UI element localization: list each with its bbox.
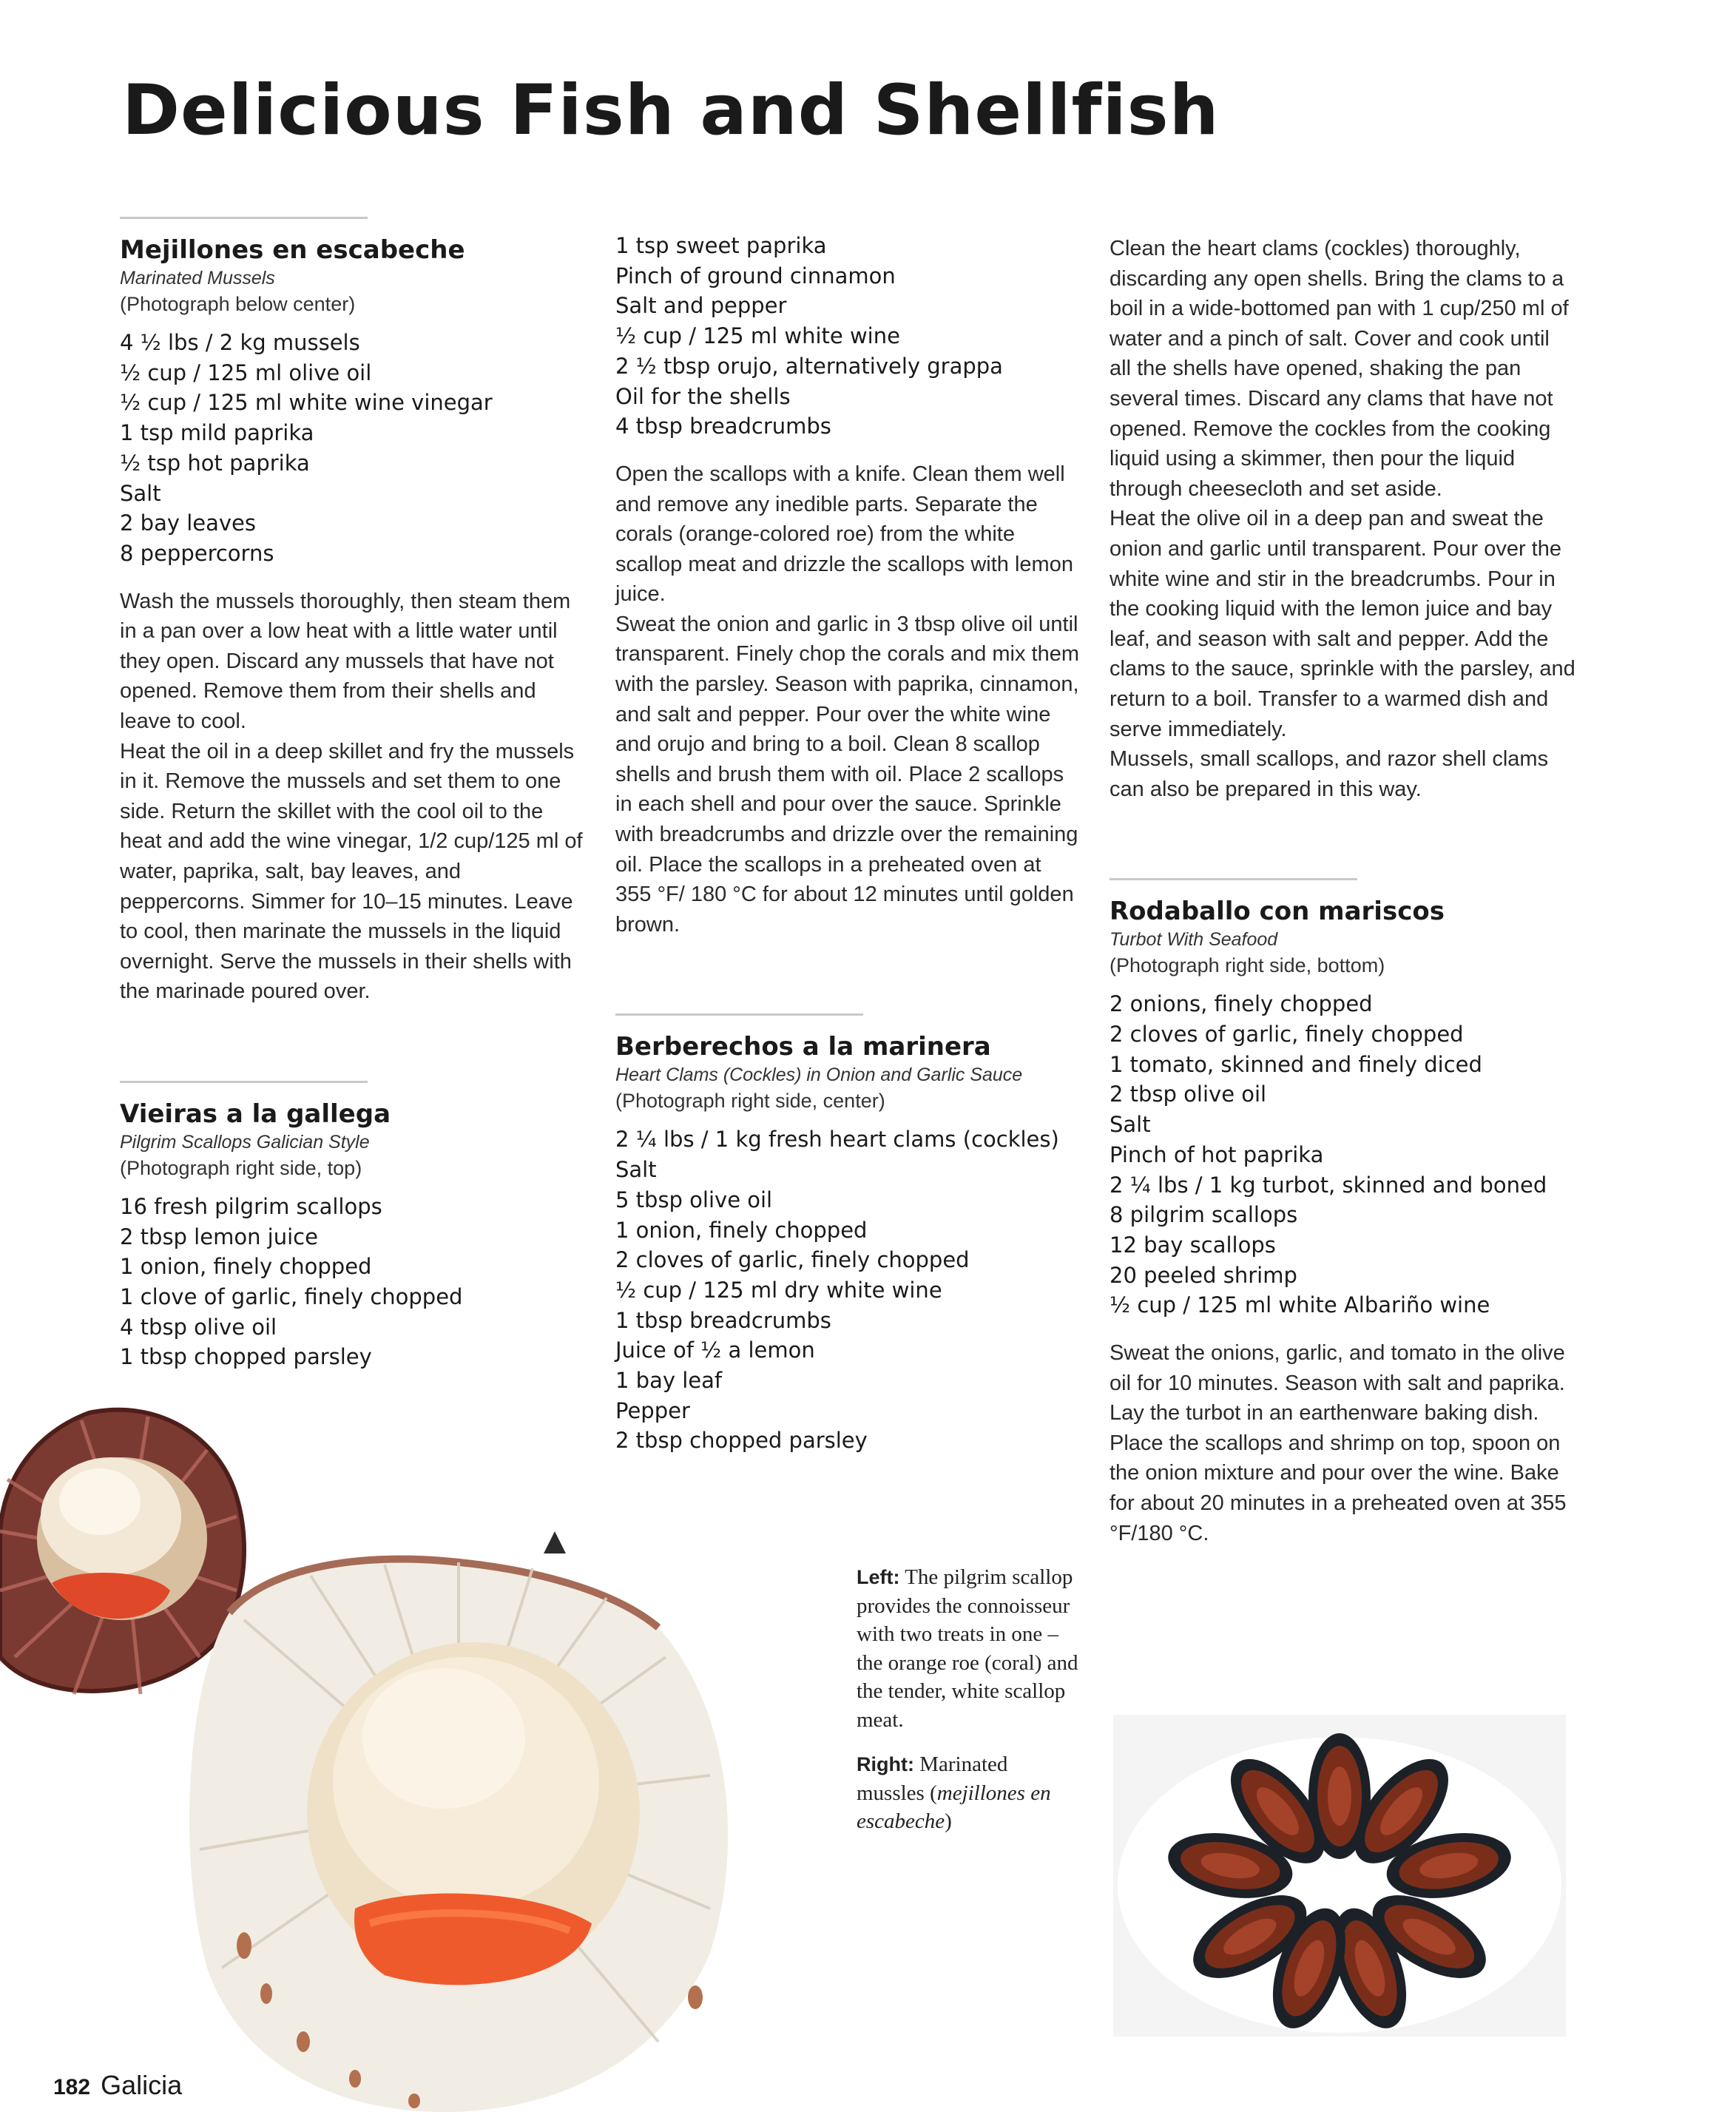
- ingredient: 12 bay scallops: [1110, 1232, 1276, 1258]
- method-paragraph: Wash the mussels thoroughly, then steam them in a pan over a low heat with a little water until they open. Discard any mussels that have not opened. Remove them from their shells and leave to cool.: [120, 589, 571, 733]
- caption-text: The pilgrim scallop provides the connoisseur with two treats in one – the orange roe (coral) and the tender, white scallop meat.: [857, 1565, 1078, 1732]
- caption-italic: mejillones en escabeche: [857, 1781, 1051, 1833]
- recipe-subtitle: Heart Clams (Cockles) in Onion and Garlic Sauce: [615, 1065, 1023, 1086]
- page-title: Delicious Fish and Shellfish: [122, 70, 1220, 151]
- ingredient: ½ cup / 125 ml olive oil: [120, 360, 372, 385]
- ingredient-list: [120, 1192, 586, 1372]
- ingredient: 1 tomato, skinned and finely diced: [1110, 1051, 1482, 1077]
- ingredient: Salt: [615, 1157, 657, 1183]
- ingredient-list: [1110, 989, 1575, 1320]
- method-paragraph: Heat the oil in a deep skillet and fry the mussels in it. Remove the mussels and set them to one side. Return the skillet with the cool oil to the heat and add the wine vinegar, 1/2 cup/125 ml of water, paprika, salt, bay leaves, and peppercorns. Simmer for 10–15 minutes. Leave to cool, then marinate the mussels in the liquid overnight. Serve the mussels in their shells with the marinade poured over.: [120, 739, 583, 1004]
- caption-text: ): [945, 1809, 952, 1833]
- section-divider: [120, 217, 368, 219]
- page-number: 182: [53, 2075, 91, 2099]
- caption-label: Left:: [857, 1566, 900, 1588]
- ingredient: 2 ¼ lbs / 1 kg turbot, skinned and boned: [1110, 1172, 1547, 1198]
- ingredient: 20 peeled shrimp: [1110, 1262, 1297, 1288]
- method-paragraph: Mussels, small scallops, and razor shell clams can also be prepared in this way.: [1110, 747, 1549, 801]
- ingredient: 8 peppercorns: [120, 540, 274, 566]
- ingredient: 1 bay leaf: [615, 1368, 723, 1394]
- ingredient: 2 onions, finely chopped: [1110, 991, 1373, 1017]
- method-paragraph: Heat the olive oil in a deep pan and sweat the onion and garlic until transparent. Pour over the white wine and stir in the breadcrumbs. Pour in the cooking liquid with the lemon juice and bay leaf, and season with salt and pepper. Add the clams to the sauce, sprinkle with the parsley, and return to a boil. Transfer to a warmed dish and serve immediately.: [1110, 507, 1575, 741]
- column-middle: [615, 231, 1081, 1474]
- method-paragraph: Sweat the onion and garlic in 3 tbsp olive oil until transparent. Finely chop the corals and mix them with the parsley. Season with paprika, cinnamon, and salt and pepper. Pour over the white wine and orujo and bring to a boil. Clean 8 scallop shells and brush them with oil. Place 2 scallops in each shell and pour over the sauce. Sprinkle with breadcrumbs and drizzle over the remaining oil. Place the scallops in a preheated oven at 355 °F/ 180 °C for about 12 minutes until golden brown.: [615, 612, 1080, 937]
- ingredient: 2 ½ tbsp orujo, alternatively grappa: [615, 353, 1003, 379]
- ingredient: 1 tsp sweet paprika: [615, 233, 827, 258]
- method-text: [1110, 1338, 1575, 1548]
- recipe-title: Mejillones en escabeche: [120, 235, 465, 265]
- ingredient: ½ cup / 125 ml white wine vinegar: [120, 390, 493, 416]
- recipe-title: Rodaballo con mariscos: [1110, 897, 1445, 927]
- ingredient: 4 tbsp olive oil: [120, 1314, 277, 1340]
- recipe-subtitle: Marinated Mussels: [120, 268, 275, 289]
- ingredient-list: [120, 328, 586, 569]
- ingredient: Pepper: [615, 1397, 690, 1423]
- ingredient: 2 tbsp lemon juice: [120, 1224, 318, 1249]
- method-paragraph: Sweat the onions, garlic, and tomato in the olive oil for 10 minutes. Season with salt and paprika. Lay the turbot in an earthenware baking dish. Place the scallops and shrimp on top, spoon on the onion mixture and pour over the wine. Bake for about 20 minutes in a preheated oven at 355 °F/180 °C.: [1110, 1341, 1567, 1545]
- caption-text: Marinated mussles (: [857, 1752, 1008, 1805]
- scallop-photo: [0, 1391, 843, 2112]
- ingredient: 2 tbsp olive oil: [1110, 1082, 1267, 1107]
- method-text: [1110, 234, 1575, 804]
- ingredient: 1 clove of garlic, finely chopped: [120, 1284, 463, 1310]
- ingredient: Juice of ½ a lemon: [615, 1337, 815, 1363]
- recipe-subtitle: Turbot With Seafood: [1110, 929, 1278, 951]
- ingredient: 1 onion, finely chopped: [615, 1217, 868, 1243]
- ingredient: Oil for the shells: [615, 383, 791, 409]
- ingredient: 5 tbsp olive oil: [615, 1187, 773, 1212]
- photo-note: (Photograph right side, center): [615, 1090, 885, 1113]
- ingredient: 1 tsp mild paprika: [120, 420, 314, 446]
- method-paragraph: Open the scallops with a knife. Clean them well and remove any inedible parts. Separate the corals (orange-colored roe) from the white scallop meat and drizzle the scallops with lemon juice.: [615, 462, 1073, 607]
- page-footer: [53, 2070, 182, 2101]
- recipe-title: Vieiras a la gallega: [120, 1099, 391, 1129]
- method-paragraph: Clean the heart clams (cockles) thoroughly, discarding any open shells. Bring the clams to a boil in a wide-bottomed pan with 1 cup/250 ml of water and a pinch of salt. Cover and cook until all the shells have opened, shaking the pan several times. Discard any clams that have not opened. Remove the cockles from the cooking liquid using a skimmer, then pour the liquid through cheesecloth and set aside.: [1110, 237, 1569, 501]
- column-left: [120, 217, 586, 1390]
- ingredient: 2 ¼ lbs / 1 kg fresh heart clams (cockles): [615, 1127, 1059, 1153]
- caption-label: Right:: [857, 1753, 914, 1775]
- recipe-title: Berberechos a la marinera: [615, 1032, 991, 1062]
- ingredient: 8 pilgrim scallops: [1110, 1202, 1298, 1228]
- photo-note: (Photograph below center): [120, 293, 356, 315]
- recipe-subtitle: Pilgrim Scallops Galician Style: [120, 1131, 370, 1153]
- ingredient: 16 fresh pilgrim scallops: [120, 1193, 382, 1219]
- section-divider: [1110, 878, 1357, 880]
- ingredient: 4 ½ lbs / 2 kg mussels: [120, 330, 360, 355]
- method-text: [615, 459, 1081, 940]
- ingredient: Pinch of ground cinnamon: [615, 263, 896, 289]
- ingredient: Pinch of hot paprika: [1110, 1141, 1324, 1167]
- photo-note: (Photograph right side, top): [120, 1156, 362, 1179]
- ingredient: Salt and pepper: [615, 293, 787, 319]
- ingredient-list: [615, 231, 1081, 442]
- section-divider: [615, 1013, 863, 1016]
- ingredient: ½ cup / 125 ml dry white wine: [615, 1277, 942, 1303]
- ingredient: Salt: [120, 480, 161, 506]
- ingredient: 4 tbsp breadcrumbs: [615, 414, 831, 439]
- ingredient: 2 bay leaves: [120, 510, 257, 536]
- ingredient: 1 tbsp chopped parsley: [120, 1344, 372, 1370]
- ingredient: Salt: [1110, 1112, 1151, 1138]
- photo-note: (Photograph right side, bottom): [1110, 954, 1385, 977]
- ingredient: ½ tsp hot paprika: [120, 450, 310, 476]
- ingredient: ½ cup / 125 ml white wine: [615, 323, 900, 349]
- section-divider: [120, 1081, 368, 1083]
- ingredient: 1 tbsp breadcrumbs: [615, 1307, 831, 1333]
- method-text: [120, 587, 586, 1007]
- ingredient: 1 onion, finely chopped: [120, 1254, 372, 1280]
- photo-captions: [857, 1563, 1078, 1852]
- caption-right: [857, 1750, 1078, 1836]
- ingredient: 2 cloves of garlic, finely chopped: [615, 1247, 970, 1273]
- ingredient: 2 cloves of garlic, finely chopped: [1110, 1021, 1464, 1047]
- caption-left: [857, 1563, 1078, 1734]
- section-name: Galicia: [101, 2070, 183, 2100]
- column-right: [1110, 234, 1575, 1548]
- ingredient: 2 tbsp chopped parsley: [615, 1428, 868, 1454]
- ingredient: ½ cup / 125 ml white Albariño wine: [1110, 1292, 1490, 1318]
- mussels-photo: [1113, 1715, 1566, 2037]
